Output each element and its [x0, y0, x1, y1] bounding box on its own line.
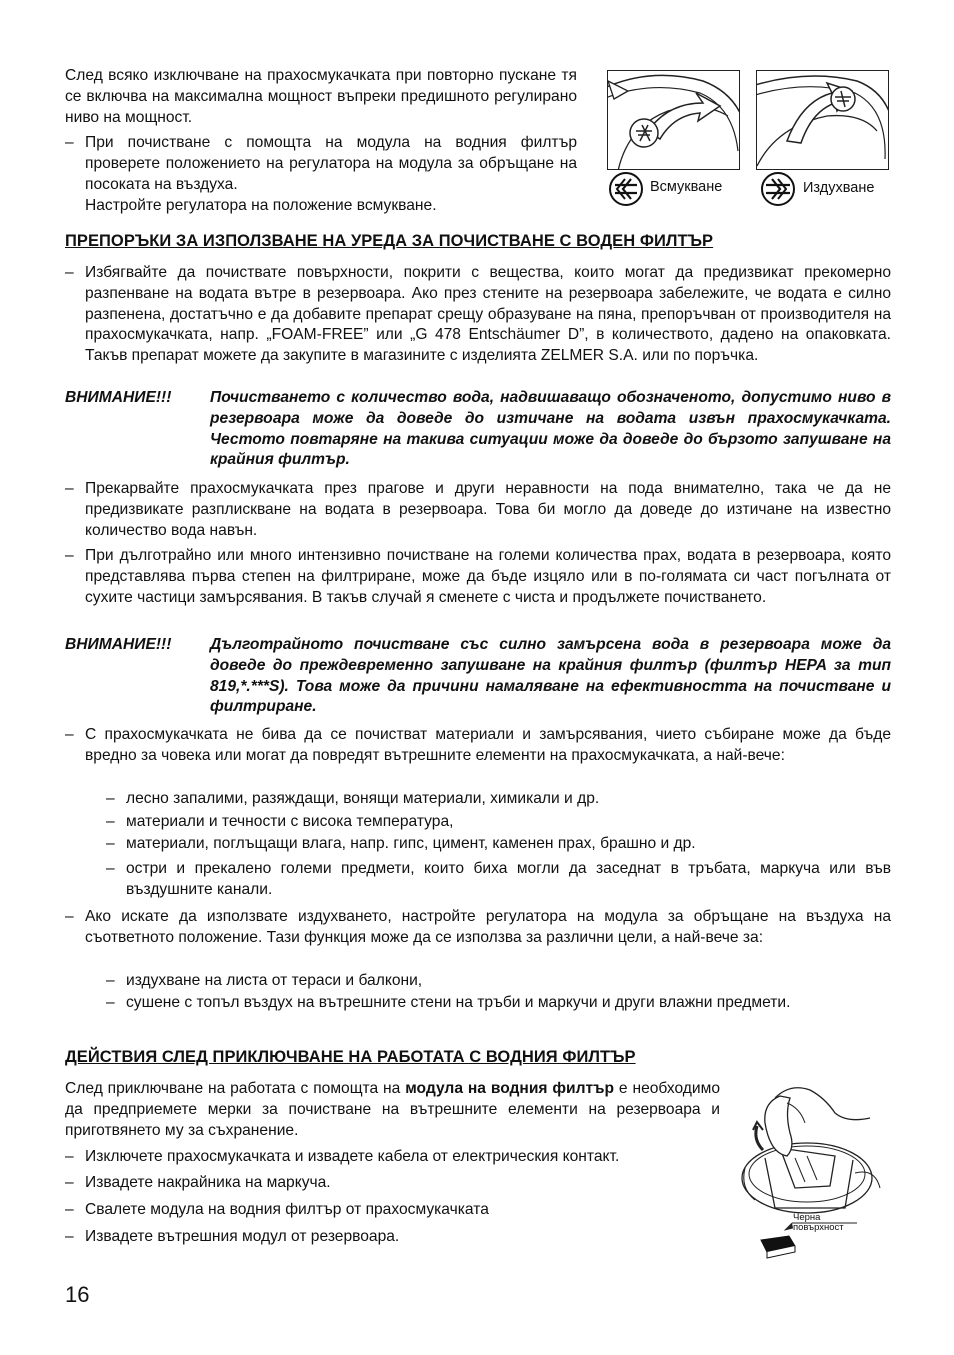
sub-list-item-text: издухване на листа от тераси и балкони,: [126, 972, 423, 989]
bullet-dash: –: [65, 1174, 74, 1191]
sub-list-item: [106, 812, 891, 833]
sub-list-item-text: лесно запалими, разяждащи, вонящи материали, химикали и др.: [126, 790, 600, 807]
suction-regulator-figure: [607, 70, 740, 170]
bullet-dash: –: [106, 790, 115, 807]
step-text: Изключете прахосмукачката и извадете кабела от електрическия контакт.: [85, 1148, 620, 1165]
step-text: Свалете модула на водния филтър от прахосмукачката: [85, 1201, 489, 1218]
step-item: [65, 1147, 725, 1168]
sub-list-item: [106, 789, 891, 810]
sub-list-item: [106, 993, 891, 1014]
list-item: [65, 546, 891, 608]
warning-text: Почистването с количество вода, надвишаващо обозначеното, допустимо ниво в резервоара може да доведе до изтичане на водата извън прахосмукачката. Честото повтаряне на такива ситуации може да доведе до бързото запушване на крайния филтър.: [210, 389, 891, 469]
bullet-dash: –: [65, 908, 74, 925]
sub-list-item: [106, 971, 891, 992]
step-item: [65, 1200, 725, 1221]
sub-list-item: [106, 834, 891, 855]
bullet-dash: –: [65, 1201, 74, 1218]
list-item-text: Ако искате да използвате издухването, настройте регулатора на модула за обръщане на въздуха на съответното положение. Тази функция може да се използва за различни цели, а най-вече за:: [85, 908, 891, 946]
bullet-dash: –: [65, 1148, 74, 1165]
step-text: Извадете накрайника на маркуча.: [85, 1174, 331, 1191]
section2-intro: [65, 1079, 720, 1141]
warning-label: ВНИМАНИЕ!!!: [65, 389, 172, 406]
bullet-dash: –: [65, 480, 74, 497]
section-heading-after-work: ДЕЙСТВИЯ СЛЕД ПРИКЛЮЧВАНЕ НА РАБОТАТА С ВОДНИЯ ФИЛТЪР: [65, 1048, 636, 1066]
bullet-dash: –: [106, 835, 115, 852]
black-surface-label-line1: Черна: [793, 1212, 821, 1223]
list-item: [65, 479, 891, 541]
list-item-text: При дълготрайно или много интензивно почистване на големи количества прах, водата в резервоара, която представлява първа степен на филтриране, може да бъде изцяло или в по-голямата си част погълната от сухите частици замърсявания. В такъв случай я сменете с чиста и продължете почистването.: [85, 547, 891, 606]
bullet-dash: –: [106, 972, 115, 989]
sub-list-item-text: материали, поглъщащи влага, напр. гипс, цимент, каменен прах, брашно и др.: [126, 835, 696, 852]
blow-regulator-figure: [756, 70, 889, 170]
bullet-dash: –: [65, 264, 74, 281]
bullet-dash: –: [106, 813, 115, 830]
sub-list-item-text: остри и прекалено големи предмети, които биха могли да заседнат в тръбата, маркуча или във въздушните канали.: [126, 860, 891, 898]
bullet-dash: –: [65, 134, 74, 151]
water-filter-removal-drawing: [735, 1078, 885, 1268]
black-surface-label-line2: повърхност: [793, 1222, 844, 1233]
bullet-dash: –: [65, 547, 74, 564]
intro-bullet-text: При почистване с помощта на модула на водния филтър проверете положението на регулатора на модула за обръщане на посоката на въздуха.: [85, 134, 577, 193]
sub-list-item-text: сушене с топъл въздух на вътрешните стени на тръби и маркучи и други влажни предмети.: [126, 994, 791, 1011]
warning-label: ВНИМАНИЕ!!!: [65, 636, 172, 653]
suction-icon: [607, 171, 647, 207]
bullet-dash: –: [106, 994, 115, 1011]
bullet-dash: –: [65, 726, 74, 743]
list-item-text: Прекарвайте прахосмукачката през прагове и други неравности на пода внимателно, така че да не предизвикате разплискване на водата в резервоара. Това би могло да доведе до изтичане на известно количество вода навън.: [85, 480, 891, 539]
step-text: Извадете вътрешния модул от резервоара.: [85, 1228, 400, 1245]
list-item: [65, 263, 891, 367]
blow-icon: [758, 171, 798, 207]
sub-list-item: [106, 859, 891, 901]
list-item-text: С прахосмукачката не бива да се почистват материали и замърсявания, чието събиране може да бъде вредно за човека или могат да повредят вътрешните елементи на прахосмукачката, а най-вече:: [85, 726, 891, 764]
intro-paragraph: След всяко изключване на прахосмукачката при повторно пускане тя се включва на максимална мощност въпреки предишното регулирано ниво на мощност.: [65, 67, 577, 126]
section2-intro-post: е необходимо да предприемете мерки за почистване на вътрешните елементи на резервоара и приготвянето му за съхранение.: [65, 1080, 720, 1139]
bullet-dash: –: [106, 860, 115, 877]
list-item-text: Избягвайте да почиствате повърхности, покрити с вещества, които могат да предизвикат прекомерно разпенване на водата вътре в резервоара. Ако през стените на резервоара забележите, че водата е силно разпенена, достатъчно е да добавите препарат срещу образуване на пяна, препоръчван от производителя на прахосмукачката, напр. „FOAM-FREE” или „G 478 Entschäumer D”, в количеството, дадено на опаковката. Такъв препарат можете да закупите в магазините с изделията ZELMER S.A. или по поръчка.: [85, 264, 891, 365]
intro-bullet-continuation: Настройте регулатора на положение всмукване.: [85, 197, 437, 214]
blow-regulator-drawing: [757, 71, 888, 169]
sub-list-item-text: материали и течности с висока температура,: [126, 813, 454, 830]
list-item: [65, 907, 891, 949]
suction-label: Всмукване: [650, 179, 723, 195]
list-item: [65, 725, 891, 767]
warning-text: Дълготрайното почистване със силно замърсена вода в резервоара може да доведе до преждевременно запушване на крайния филтър (филтър HEPA за тип 819,*.***S). Това може да причини намаляване на ефективността на почистване и филтриране.: [210, 636, 891, 716]
bullet-dash: –: [65, 1228, 74, 1245]
section2-intro-pre: След приключване на работата с помощта на: [65, 1080, 406, 1097]
step-item: [65, 1173, 725, 1194]
step-item: [65, 1227, 725, 1248]
blow-label: Издухване: [803, 180, 875, 196]
section-heading-recommendations: ПРЕПОРЪКИ ЗА ИЗПОЛЗВАНЕ НА УРЕДА ЗА ПОЧИСТВАНЕ С ВОДЕН ФИЛТЪР: [65, 232, 714, 250]
intro-bullet: [65, 133, 577, 195]
suction-regulator-drawing: [608, 71, 739, 169]
page-number: 16: [65, 1282, 90, 1307]
section2-intro-bold: модула на водния филтър: [405, 1080, 615, 1097]
